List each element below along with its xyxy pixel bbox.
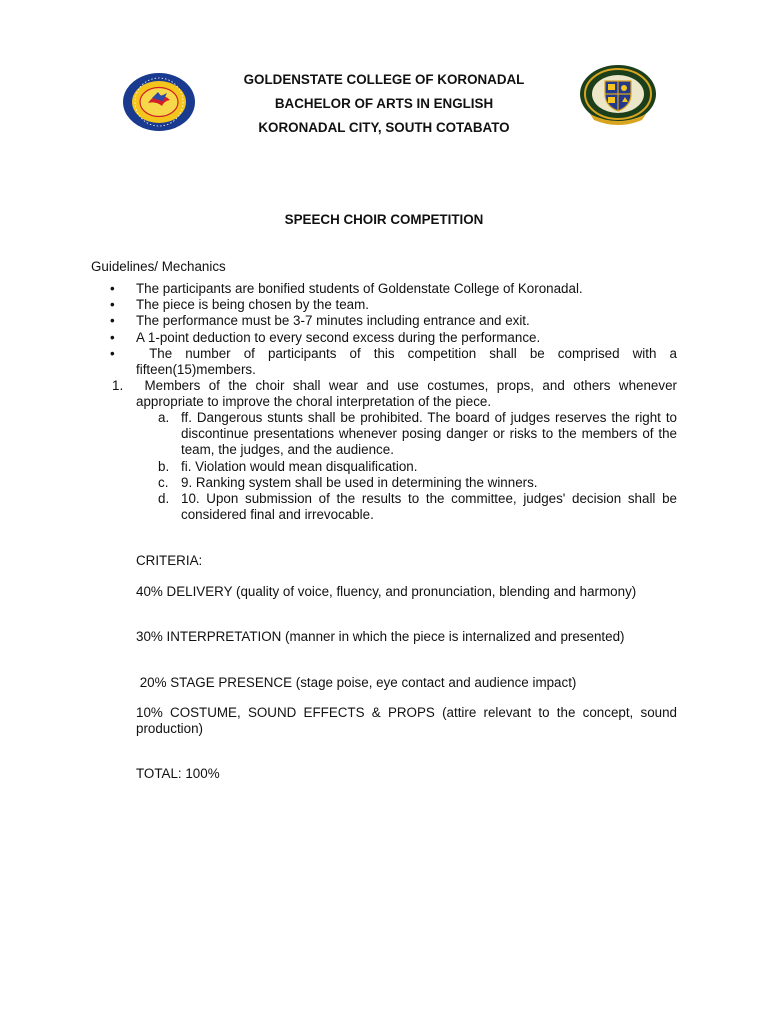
list-letter: d. [158, 491, 170, 507]
guidelines-bullet-list [110, 281, 681, 378]
criteria-item-delivery: 40% DELIVERY (quality of voice, fluency, and pronunciation, blending and harmony) [136, 584, 637, 599]
list-item: • The piece is being chosen by the team. [110, 297, 369, 313]
guidelines-heading: Guidelines/ Mechanics [91, 259, 226, 274]
criteria-item-costume: 10% COSTUME, SOUND EFFECTS & PROPS (attire relevant to the concept, sound production) [136, 705, 677, 736]
list-item: d. 10. Upon submission of the results to the committee, judges' decision shall be considered final and irrevocable. [158, 491, 677, 523]
program-name: BACHELOR OF ARTS IN ENGLISH [274, 96, 494, 111]
list-item: a. ff. Dangerous stunts shall be prohibited. The board of judges reserves the right to discontinue presentations whenever posing danger or risks to the members of the team, the judges, and the audience. [158, 410, 677, 458]
document-title: SPEECH CHOIR COMPETITION [284, 212, 484, 227]
college-address: KORONADAL CITY, SOUTH COTABATO [258, 120, 510, 135]
list-letter: a. [158, 410, 170, 425]
sub-item-list [158, 410, 677, 523]
list-item: c. 9. Ranking system shall be used in determining the winners. [158, 474, 538, 490]
list-letter: b. [158, 458, 170, 474]
list-item: • The number of participants of this competition shall be comprised with a fifteen(15)members. [110, 345, 681, 378]
list-item: • The participants are bonified students of Goldenstate College of Koronadal. [110, 281, 583, 296]
bullet-icon: • [110, 281, 115, 296]
criteria-heading: CRITERIA: [136, 553, 203, 568]
list-item: • The performance must be 3-7 minutes including entrance and exit. [110, 313, 530, 329]
numbered-list [112, 378, 681, 410]
criteria-total: TOTAL: 100% [136, 766, 220, 781]
list-letter: c. [158, 474, 169, 490]
list-item: b. fi. Violation would mean disqualification. [158, 458, 418, 474]
college-name: GOLDENSTATE COLLEGE OF KORONADAL [243, 72, 525, 87]
bullet-icon: • [110, 345, 115, 361]
criteria-item-interpretation: 30% INTERPRETATION (manner in which the piece is internalized and presented) [136, 629, 625, 644]
bullet-icon: • [110, 329, 115, 345]
criteria-item-stage-presence: 20% STAGE PRESENCE (stage poise, eye contact and audience impact) [136, 675, 577, 690]
list-item: • A 1-point deduction to every second excess during the performance. [110, 329, 541, 345]
bullet-icon: • [110, 313, 115, 329]
bullet-icon: • [110, 297, 115, 313]
list-number: 1. [112, 378, 124, 393]
list-item: 1. Members of the choir shall wear and use costumes, props, and others whenever appropriate to improve the choral interpretation of the piece. [112, 378, 681, 410]
